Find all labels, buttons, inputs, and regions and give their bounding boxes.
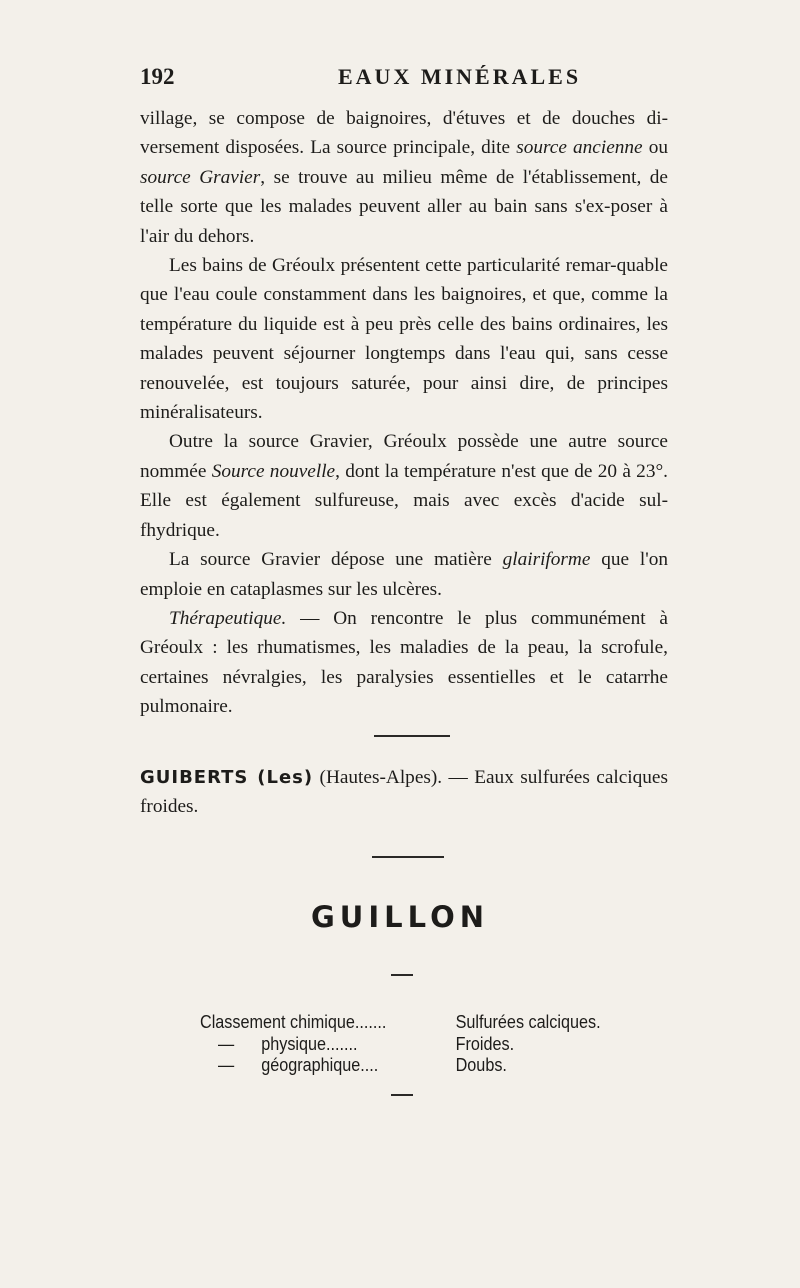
classification-value: Froides. <box>455 1033 515 1054</box>
body-text <box>140 104 668 722</box>
italic-term: Source nouvelle <box>211 460 336 482</box>
classification-row <box>200 1034 650 1056</box>
paragraph <box>140 545 668 604</box>
page-number: 192 <box>140 64 175 89</box>
paragraph <box>140 604 668 722</box>
italic-heading: Thérapeutique. <box>169 607 287 629</box>
text-run: , se trouve au milieu même de l'établissement, de telle sorte que les malades peuvent aller au bain sans s'ex-poser à l'air du dehors. <box>140 166 668 247</box>
classification-key: — géographique.... <box>200 1055 379 1075</box>
paragraph <box>140 427 668 545</box>
classification-key: Classement chimique....... <box>200 1012 387 1032</box>
italic-term: glairiforme <box>502 549 591 571</box>
classification-table <box>200 1012 650 1077</box>
separator-rule <box>372 856 444 858</box>
italic-term: source ancienne <box>516 137 643 159</box>
separator-rule <box>374 735 450 737</box>
paragraph <box>140 104 668 251</box>
paragraph: Les bains de Gréoulx présentent cette particularité remar-quable que l'eau coule constamment dans les baignoires, et que, comme la température du liquide est à peu près celle des bains ordinaires, les malades peuvent séjourner longtemps dans l'eau qui, sans cesse renouvelée, est toujours saturée, pour ainsi dire, de principes minéralisateurs. <box>140 255 668 424</box>
text-run: que l'on emploie en cataplasmes sur les ulcères. <box>140 549 668 600</box>
running-title: EAUX MINÉRALES <box>338 64 582 89</box>
classification-row <box>200 1012 650 1034</box>
page-header <box>140 64 670 94</box>
text-run: La source Gravier dépose une matière <box>169 549 503 571</box>
italic-term: source Gravier <box>140 166 261 188</box>
classification-value: Doubs. <box>455 1055 507 1075</box>
title-dash <box>391 974 413 976</box>
text-run: Outre la source Gravier, Gréoulx possède une autre source nommée <box>140 431 668 482</box>
entry-guiberts <box>140 763 668 822</box>
classification-row <box>200 1055 650 1077</box>
classification-value: Sulfurées calciques. <box>455 1012 601 1032</box>
closing-dash <box>391 1094 413 1096</box>
text-run: village, se compose de baignoires, d'étuves et de douches di-versement disposées. La source principale, dite <box>140 108 668 159</box>
entry-text: (Hautes-Alpes). — Eaux sulfurées calciques froides. <box>140 767 668 818</box>
entry-name: GUIBERTS (Les) <box>140 767 314 788</box>
text-run: — On rencontre le plus communément à Gréoulx : les rhumatismes, les maladies de la peau, la scrofule, certaines névralgies, les paralysies essentielles et le catarrhe pulmonaire. <box>140 607 668 718</box>
text-run: , dont la température n'est que de 20 à 23°. Elle est également sulfureuse, mais avec excès d'acide sul-fhydrique. <box>140 460 668 541</box>
section-title: GUILLON <box>311 900 489 934</box>
text-run: ou <box>642 137 668 159</box>
classification-key: — physique....... <box>200 1033 358 1054</box>
